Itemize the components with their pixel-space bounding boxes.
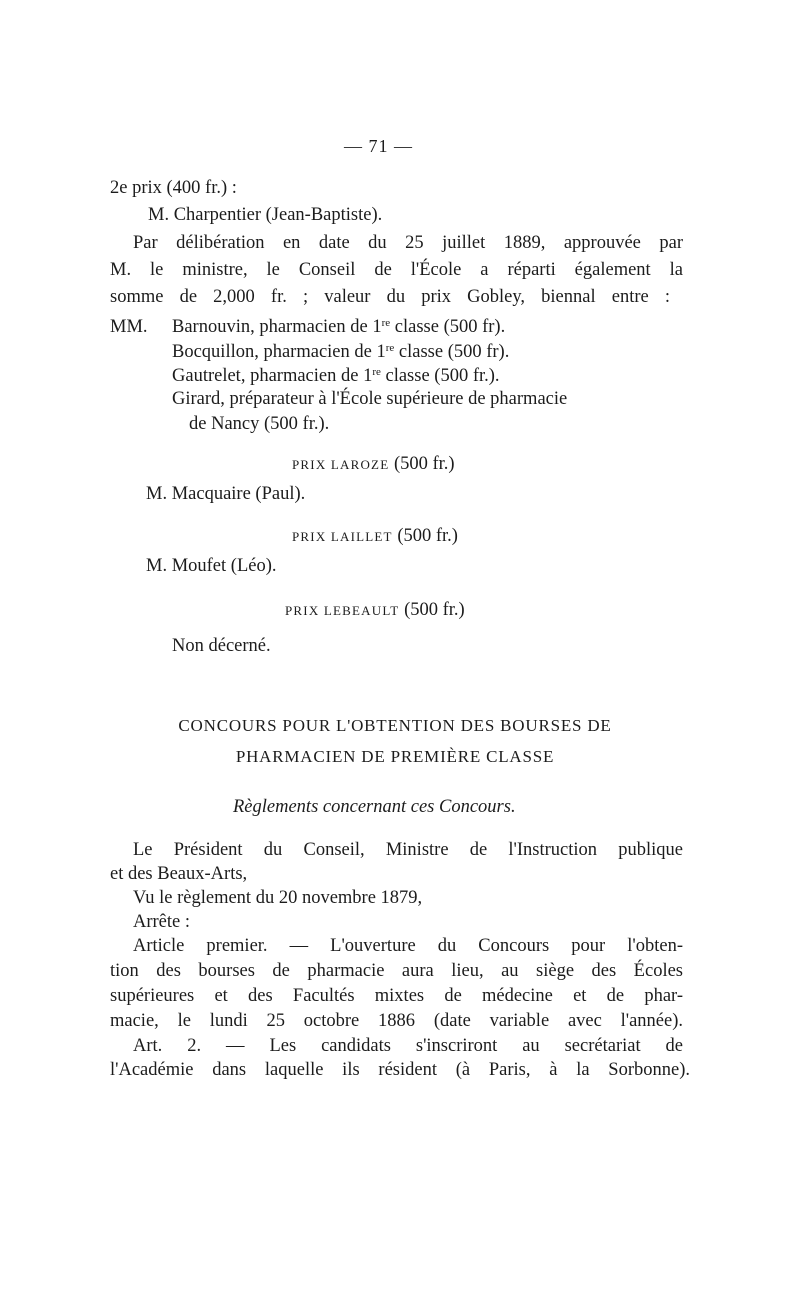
prize-name: PRIX LAROZE — [292, 457, 390, 472]
laillet-winner: M. Moufet (Léo). — [146, 556, 277, 576]
prize-amount: (500 fr.) — [397, 526, 458, 546]
body-line: et des Beaux-Arts, — [110, 864, 248, 884]
body-line: Arrête : — [133, 912, 191, 932]
section-subtitle: Règlements concernant ces Concours. — [233, 797, 516, 817]
section-heading-line-1: CONCOURS POUR L'OBTENTION DES BOURSES DE — [178, 716, 612, 735]
gobley-winner: Girard, préparateur à l'École supérieure de pharmacie — [172, 389, 568, 409]
page-number: — 71 — — [344, 136, 413, 156]
laillet-prize-heading — [292, 524, 458, 549]
lebeault-prize-heading — [285, 598, 465, 623]
body-line: Vu le règlement du 20 novembre 1879, — [133, 888, 423, 908]
gobley-winner: de Nancy (500 fr.). — [189, 414, 330, 434]
deliberation-line-1: Par délibération en date du 25 juillet 1889, approuvée par — [133, 233, 683, 253]
prize-name: PRIX LAILLET — [292, 529, 393, 544]
body-line: tion des bourses de pharmacie aura lieu, au siège des Écoles — [110, 961, 683, 981]
body-line: macie, le lundi 25 octobre 1886 (date variable avec l'année). — [110, 1011, 683, 1031]
gobley-winner: Bocquillon, pharmacien de 1re classe (500 fr). — [172, 342, 510, 362]
prize-name: PRIX LEBEAULT — [285, 603, 400, 618]
prize-amount: (500 fr.) — [393, 454, 455, 474]
deliberation-line-3: somme de 2,000 fr. ; valeur du prix Gobley, biennal entre : — [110, 287, 670, 307]
lebeault-winner: Non décerné. — [172, 636, 271, 656]
deliberation-line-2: M. le ministre, le Conseil de l'École a réparti également la — [110, 260, 683, 280]
body-line: Art. 2. — Les candidats s'inscriront au secrétariat de — [133, 1036, 683, 1056]
laroze-winner: M. Macquaire (Paul). — [146, 484, 306, 504]
section-heading-line-2: PHARMACIEN DE PREMIÈRE CLASSE — [235, 747, 555, 766]
body-line: supérieures et des Facultés mixtes de médecine et de phar- — [110, 986, 683, 1006]
body-line: Le Président du Conseil, Ministre de l'Instruction publique — [133, 840, 683, 860]
laroze-prize-heading — [292, 452, 455, 477]
body-line: Article premier. — L'ouverture du Concours pour l'obten- — [133, 936, 683, 956]
gobley-winner: Gautrelet, pharmacien de 1re classe (500 fr.). — [172, 366, 500, 386]
gobley-winner: Barnouvin, pharmacien de 1re classe (500 fr). — [172, 317, 506, 337]
second-prize-line: 2e prix (400 fr.) : — [110, 178, 237, 198]
second-prize-winner: M. Charpentier (Jean-Baptiste). — [148, 205, 383, 225]
body-line: l'Académie dans laquelle ils résident (à Paris, à la Sorbonne). — [110, 1060, 690, 1080]
prize-amount: (500 fr.) — [404, 600, 465, 620]
gobley-prefix: MM. — [110, 317, 148, 337]
